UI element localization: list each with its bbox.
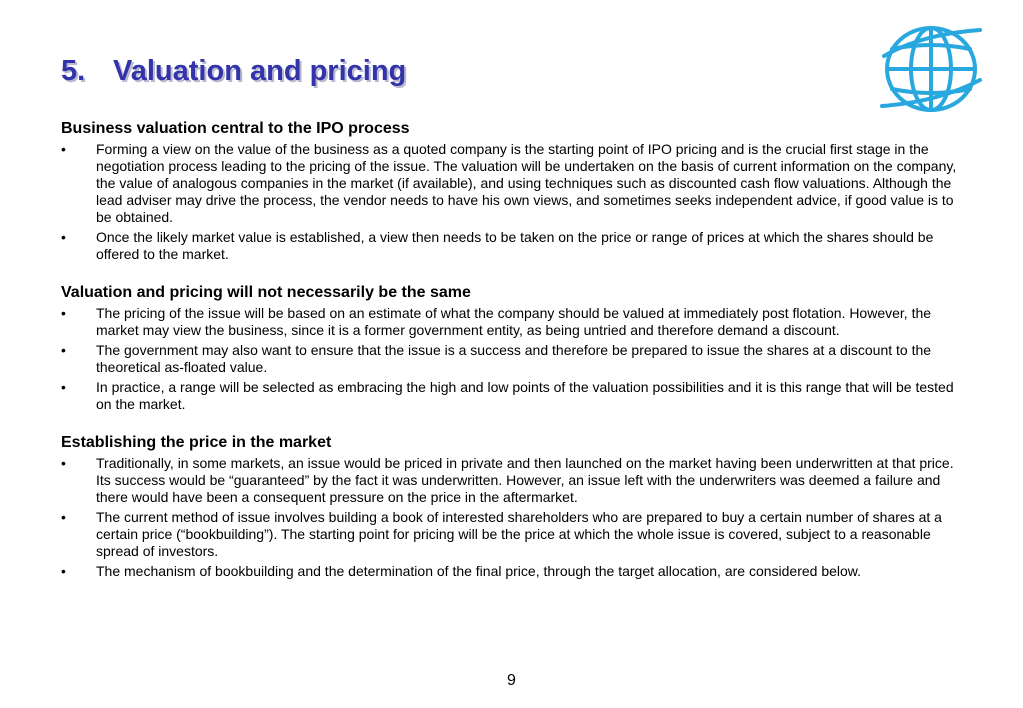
list-item bbox=[61, 305, 966, 339]
bullet-list bbox=[61, 305, 966, 413]
title-number: 5. bbox=[61, 55, 86, 87]
section-establishing-price bbox=[61, 433, 966, 580]
section-valuation-central bbox=[61, 119, 966, 263]
page-number: 9 bbox=[507, 672, 516, 689]
bullet-icon: • bbox=[61, 379, 66, 395]
list-item-text: Traditionally, in some markets, an issue would be priced in private and then launched on the market having been underwritten at that price. Its success would be “guaranteed” by the fact it was underwritten. However, an issue left with the underwriters was deemed a failure and there would have been a consequent pressure on the price in the aftermarket. bbox=[96, 455, 954, 505]
globe-icon bbox=[878, 22, 984, 114]
list-item bbox=[61, 509, 966, 560]
section-heading: Valuation and pricing will not necessarily be the same bbox=[61, 284, 471, 301]
list-item-text: In practice, a range will be selected as embracing the high and low points of the valuation possibilities and it is this range that will be tested on the market. bbox=[96, 379, 954, 412]
list-item bbox=[61, 229, 966, 263]
list-item-text: Once the likely market value is established, a view then needs to be taken on the price or range of prices at which the shares should be offered to the market. bbox=[96, 229, 934, 262]
bullet-list bbox=[61, 141, 966, 263]
title-text: Valuation and pricing bbox=[113, 55, 407, 87]
list-item-text: The current method of issue involves building a book of interested shareholders who are prepared to buy a certain number of shares at a certain price (“bookbuilding”). The starting point for pricing will be the price at which the whole issue is covered, subject to a reasonable spread of investors. bbox=[96, 509, 942, 559]
bullet-icon: • bbox=[61, 305, 66, 321]
bullet-icon: • bbox=[61, 455, 66, 471]
list-item bbox=[61, 455, 966, 506]
bullet-icon: • bbox=[61, 563, 66, 579]
bullet-list bbox=[61, 455, 966, 580]
list-item-text: The mechanism of bookbuilding and the determination of the final price, through the target allocation, are considered below. bbox=[96, 563, 862, 579]
section-heading: Business valuation central to the IPO process bbox=[61, 120, 410, 137]
list-item bbox=[61, 563, 966, 580]
section-valuation-vs-pricing bbox=[61, 283, 966, 413]
list-item-text: The pricing of the issue will be based on an estimate of what the company should be valued at immediately post flotation. However, the market may view the business, since it is a former government entity, as being untried and therefore demand a discount. bbox=[96, 305, 932, 338]
bullet-icon: • bbox=[61, 342, 66, 358]
list-item bbox=[61, 342, 966, 376]
list-item bbox=[61, 141, 966, 226]
bullet-icon: • bbox=[61, 509, 66, 525]
bullet-icon: • bbox=[61, 229, 66, 245]
list-item-text: The government may also want to ensure that the issue is a success and therefore be prepared to issue the shares at a discount to the theoretical as-floated value. bbox=[96, 342, 932, 375]
page-title bbox=[61, 55, 406, 88]
slide-content bbox=[61, 119, 966, 583]
section-heading: Establishing the price in the market bbox=[61, 434, 332, 451]
list-item bbox=[61, 379, 966, 413]
bullet-icon: • bbox=[61, 141, 66, 157]
list-item-text: Forming a view on the value of the business as a quoted company is the starting point of IPO pricing and is the crucial first stage in the negotiation process leading to the pricing of the issue. The valuation will be undertaken on the basis of current information on the company, the value of analogous companies in the market (if available), and using techniques such as discounted cash flow valuations. Although the lead adviser may drive the process, the vendor needs to have his own views, and sometimes seeks independent advice, if good value is to be obtained. bbox=[96, 141, 957, 225]
